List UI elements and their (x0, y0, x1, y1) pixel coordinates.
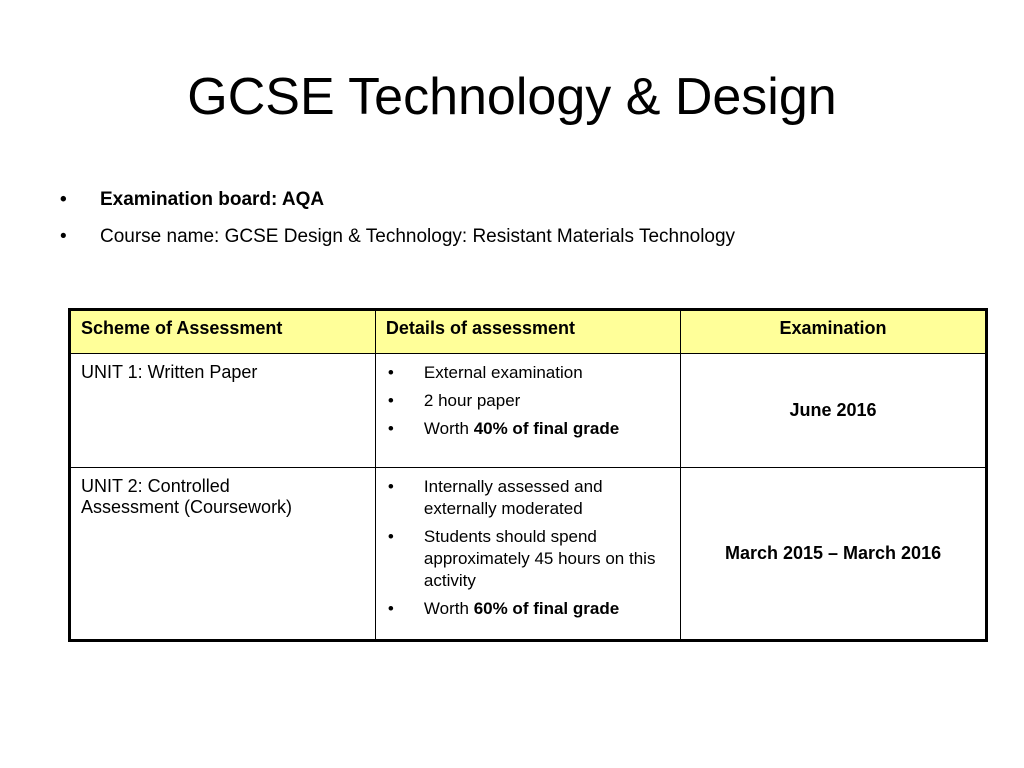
bullet-dot-icon: • (387, 363, 394, 382)
list-item (386, 362, 670, 384)
table-header-row (70, 310, 987, 354)
table-row (70, 354, 987, 468)
course-name-text: Course name: GCSE Design & Technology: Resistant Materials Technology (100, 226, 736, 247)
header-scheme: Scheme of Assessment (70, 310, 376, 354)
bullet-dot-icon: • (60, 226, 67, 247)
detail-text: Internally assessed and externally moderated (423, 477, 603, 518)
list-item (386, 526, 670, 592)
unit1-exam-date: June 2016 (681, 354, 987, 468)
bullet-dot-icon: • (387, 391, 394, 410)
bullet-course-name (60, 223, 960, 260)
detail-text: External examination (423, 363, 583, 382)
assessment-table (68, 308, 988, 642)
unit1-details (375, 354, 680, 468)
unit2-scheme-line2: Assessment (Coursework) (81, 497, 293, 517)
bullet-dot-icon: • (60, 189, 67, 210)
list-item (386, 476, 670, 520)
bullet-dot-icon: • (387, 477, 394, 496)
detail-text: Worth (423, 419, 474, 438)
slide-title: GCSE Technology & Design (187, 68, 837, 126)
intro-bullet-list (60, 186, 960, 260)
detail-bold-text: 40% of final grade (473, 419, 620, 438)
unit2-details-list (386, 476, 670, 620)
unit2-exam-dates: March 2015 – March 2016 (681, 468, 987, 641)
bullet-dot-icon: • (387, 419, 394, 438)
table-row (70, 468, 987, 641)
bullet-dot-icon: • (387, 599, 394, 618)
unit2-details (375, 468, 680, 641)
bullet-dot-icon: • (387, 527, 394, 546)
header-details: Details of assessment (375, 310, 680, 354)
header-examination: Examination (681, 310, 987, 354)
bullet-exam-board (60, 186, 960, 223)
unit2-scheme-line1: UNIT 2: Controlled (81, 476, 230, 496)
detail-bold-text: 60% of final grade (473, 599, 620, 618)
detail-text: Students should spend approximately 45 hours on this activity (423, 527, 656, 590)
exam-board-text: Examination board: AQA (100, 189, 325, 210)
unit1-details-list (386, 362, 670, 440)
unit1-scheme: UNIT 1: Written Paper (70, 354, 376, 468)
detail-text: Worth (423, 599, 474, 618)
detail-text: 2 hour paper (423, 391, 521, 410)
list-item (386, 390, 670, 412)
list-item (386, 598, 670, 620)
list-item (386, 418, 670, 440)
unit2-scheme (70, 468, 376, 641)
